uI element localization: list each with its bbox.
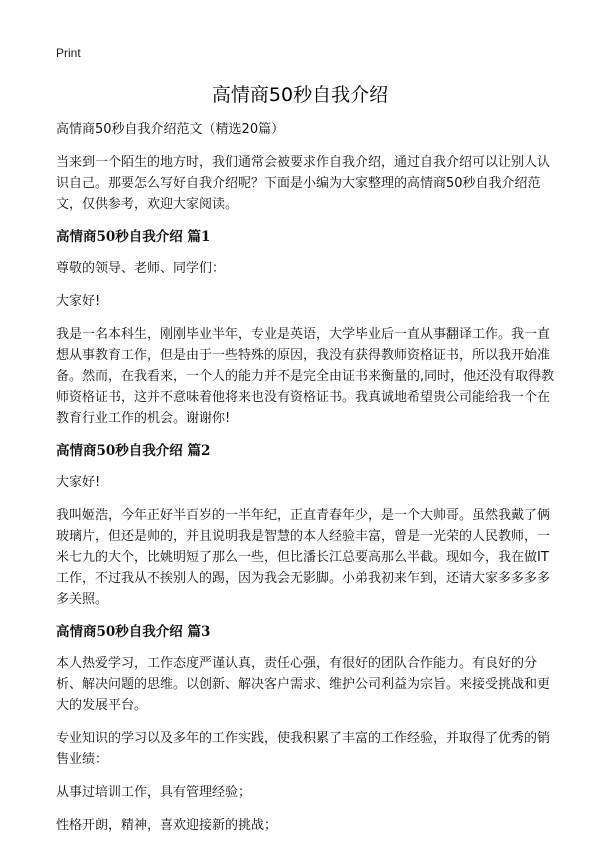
document-body (56, 120, 556, 848)
section-paragraph: 我是一名本科生，刚刚毕业半年，专业是英语，大学毕业后一直从事翻译工作。我一直想从事教育工作，但是由于一些特殊的原因，我没有获得教师资格证书，所以我开始准备。然而，在我看来，一个人的能力并不是完全由证书来衡量的,同时，他还没有取得教师资格证书，这并不意味着他将来也没有资格证书。我真诚地希望贵公司能给我一个在教育行业工作的机会。谢谢你! (56, 327, 555, 426)
section-1 (56, 227, 556, 429)
section-2 (56, 441, 556, 610)
section-paragraph: 从事过培训工作，具有管理经验； (56, 785, 252, 800)
section-paragraph: 本人热爱学习，工作态度严谨认真，责任心强，有很好的团队合作能力。有良好的分析、解决问题的思维。以创新、解决客户需求、维护公司利益为宗旨。来接受挑战和更大的发展平台。 (56, 656, 551, 713)
section-paragraph: 大家好! (56, 475, 101, 490)
intro-paragraph: 当来到一个陌生的地方时，我们通常会被要求作自我介绍，通过自我介绍可以让别人认识自己。那要怎么写好自我介绍呢？下面是小编为大家整理的高情商50秒自我介绍范文，仅供参考，欢迎大家阅读。 (56, 155, 551, 212)
document-subtitle: 高情商50秒自我介绍范文（精选20篇） (56, 122, 285, 137)
section-paragraph: 我叫姬浩，今年正好半百岁的一半年纪，正直青春年少，是一个大帅哥。虽然我戴了俩玻璃片，但还是帅的，并且说明我是智慧的本人经验丰富，曾是一光荣的人民教师，一米七九的大个，比姚明短了那么一些，但比潘长江总要高那么半截。现如今，我在做IT工作，不过我从不挨别人的踢，因为我会无影脚。小弟我初来乍到，还请大家多多多多多关照。 (56, 508, 551, 607)
document-title: 高情商50秒自我介绍 (211, 84, 389, 106)
section-heading: 高情商50秒自我介绍 篇3 (56, 624, 211, 640)
section-paragraph: 性格开朗，精神，喜欢迎接新的挑战； (56, 818, 278, 833)
print-label[interactable]: Print (56, 46, 81, 60)
section-paragraph: 专业知识的学习以及多年的工作实践，使我积累了丰富的工作经验，并取得了优秀的销售业绩： (56, 731, 551, 767)
section-paragraph: 尊敬的领导、老师、同学们： (56, 261, 226, 276)
section-heading: 高情商50秒自我介绍 篇1 (56, 229, 211, 245)
section-paragraph: 大家好! (56, 294, 101, 309)
section-3 (56, 622, 556, 836)
section-heading: 高情商50秒自我介绍 篇2 (56, 443, 211, 459)
